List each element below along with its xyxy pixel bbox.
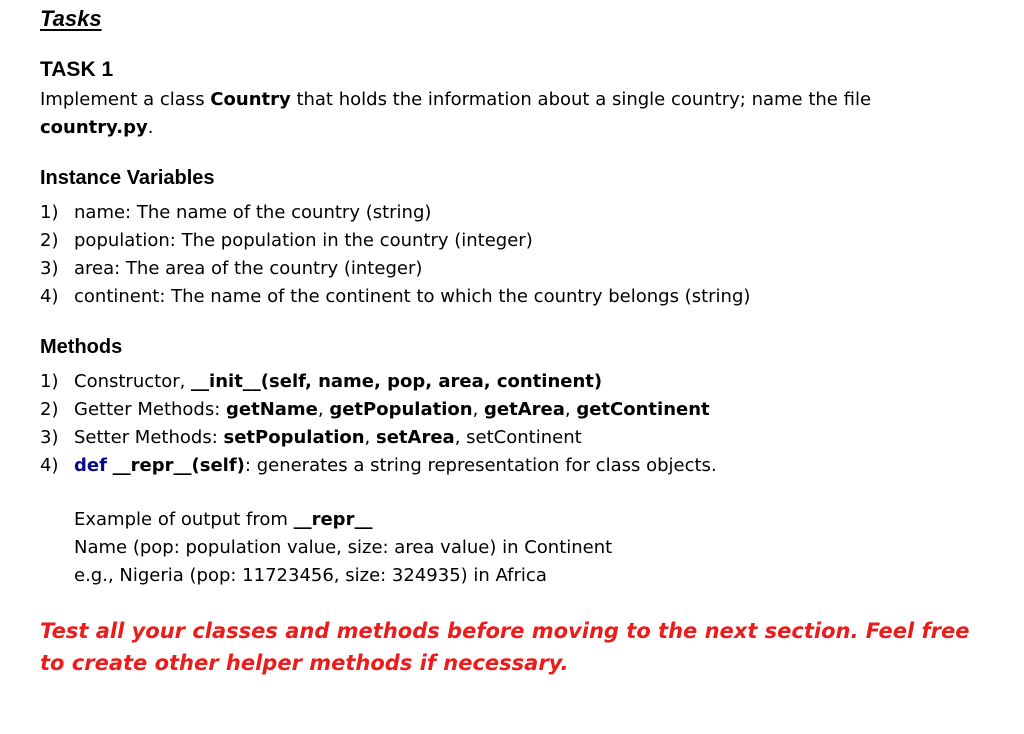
repr-signature: __repr__(self) bbox=[112, 455, 245, 476]
page-title: Tasks bbox=[40, 6, 102, 31]
example-prefix: Example of output from bbox=[74, 509, 294, 530]
methods-heading: Methods bbox=[40, 336, 123, 358]
getter-label: Getter Methods: bbox=[74, 399, 227, 420]
intro-text-1: Implement a class bbox=[40, 89, 211, 110]
list-text: area: The area of the country (integer) bbox=[74, 258, 423, 279]
getter-getpopulation: getPopulation bbox=[329, 399, 473, 420]
list-number: 2) bbox=[40, 399, 59, 420]
example-line-1 bbox=[74, 506, 612, 534]
list-number: 3) bbox=[40, 258, 59, 279]
setter-setpopulation: setPopulation bbox=[223, 427, 365, 448]
list-item-setters bbox=[40, 424, 717, 452]
getter-getcontinent: getContinent bbox=[576, 399, 710, 420]
getter-getarea: getArea bbox=[484, 399, 565, 420]
separator: , bbox=[472, 399, 485, 420]
list-number: 3) bbox=[40, 427, 59, 448]
setter-label: Setter Methods: bbox=[74, 427, 224, 448]
list-item-constructor bbox=[40, 368, 717, 396]
file-name: country.py bbox=[40, 117, 148, 138]
separator: , bbox=[364, 427, 376, 448]
setter-setcontinent: setContinent bbox=[466, 427, 582, 448]
list-number: 4) bbox=[40, 286, 59, 307]
list-number: 4) bbox=[40, 455, 59, 476]
list-number: 2) bbox=[40, 230, 59, 251]
list-item-getters bbox=[40, 396, 717, 424]
task-intro bbox=[40, 86, 960, 142]
list-number: 1) bbox=[40, 202, 59, 223]
instance-variables-list bbox=[40, 199, 750, 311]
def-keyword: def bbox=[74, 455, 107, 476]
list-text: population: The population in the country (integer) bbox=[74, 230, 533, 251]
setter-setarea: setArea bbox=[376, 427, 455, 448]
example-line-2: Name (pop: population value, size: area value) in Continent bbox=[74, 537, 613, 558]
list-number: 1) bbox=[40, 371, 59, 392]
list-item bbox=[40, 255, 750, 283]
task-heading: TASK 1 bbox=[40, 58, 114, 81]
methods-list bbox=[40, 368, 717, 480]
repr-example bbox=[74, 506, 612, 590]
list-text: continent: The name of the continent to which the country belongs (string) bbox=[74, 286, 751, 307]
list-item bbox=[40, 227, 750, 255]
list-item-repr bbox=[40, 452, 717, 480]
instance-variables-heading: Instance Variables bbox=[40, 167, 215, 189]
example-repr: __repr__ bbox=[293, 509, 373, 530]
list-text: name: The name of the country (string) bbox=[74, 202, 432, 223]
intro-text-2: that holds the information about a single country; name the file bbox=[290, 89, 872, 110]
constructor-signature: __init__(self, name, pop, area, continent) bbox=[191, 371, 603, 392]
constructor-label: Constructor, bbox=[74, 371, 192, 392]
class-name: Country bbox=[210, 89, 291, 110]
repr-description: : generates a string representation for class objects. bbox=[244, 455, 717, 476]
getter-getname: getName bbox=[226, 399, 318, 420]
list-item bbox=[40, 199, 750, 227]
test-note: Test all your classes and methods before moving to the next section. Feel free to create other helper methods if necessary. bbox=[40, 619, 970, 675]
separator: , bbox=[454, 427, 467, 448]
intro-text-3: . bbox=[147, 117, 154, 138]
list-item bbox=[40, 283, 750, 311]
example-line-3: e.g., Nigeria (pop: 11723456, size: 324935) in Africa bbox=[74, 565, 547, 586]
separator: , bbox=[317, 399, 330, 420]
separator: , bbox=[564, 399, 577, 420]
